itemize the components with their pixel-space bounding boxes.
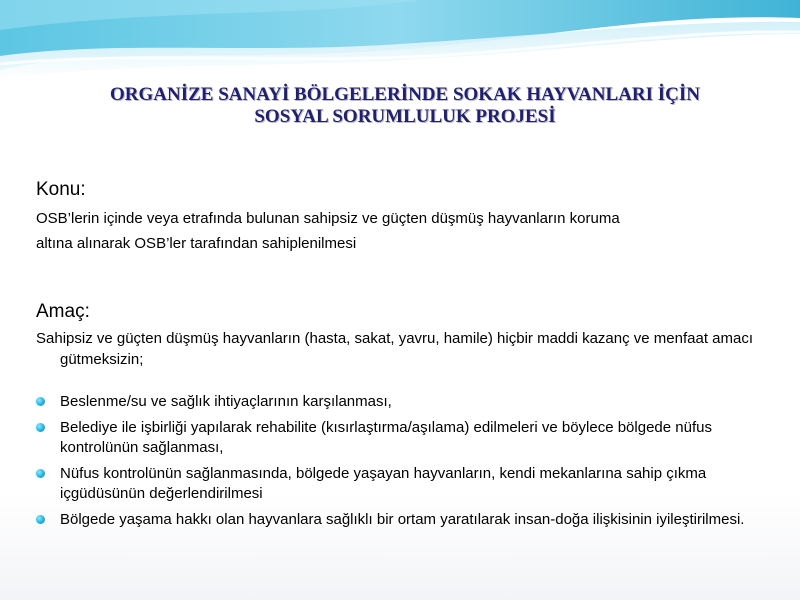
konu-line-1: OSB’lerin içinde veya etrafında bulunan sahipsiz ve güçten düşmüş hayvanların koruma: [36, 210, 620, 227]
konu-heading: Konu:: [36, 179, 86, 200]
spacer: [36, 278, 776, 300]
list-item-text: Nüfus kontrolünün sağlanmasında, bölgede yaşayan hayvanların, kendi mekanlarına sahip çıkma içgüdüsünün değerlendirilmesi: [60, 465, 707, 502]
title-line-1: ORGANİZE SANAYİ BÖLGELERİNDE SOKAK HAYVANLARI İÇİN: [109, 84, 701, 105]
bullet-icon: [36, 469, 45, 478]
goals-list: [36, 392, 776, 530]
list-item: [36, 418, 776, 458]
spacer: [36, 256, 776, 278]
amac-intro: Sahipsiz ve güçten düşmüş hayvanların (hasta, sakat, yavru, hamile) hiçbir maddi kazanç ve menfaat amacı gütmeksizin;: [36, 330, 754, 368]
list-item: [36, 464, 776, 504]
bullet-icon: [36, 423, 45, 432]
header-wave-decoration: [0, 0, 800, 90]
list-item-text: Beslenme/su ve sağlık ihtiyaçlarının karşılanması,: [60, 393, 392, 410]
list-item-text: Bölgede yaşama hakkı olan hayvanlara sağlıklı bir ortam yaratılarak insan-doğa ilişkisinin iyileştirilmesi.: [60, 511, 745, 528]
bullet-icon: [36, 397, 45, 406]
konu-line-2: altına alınarak OSB’ler tarafından sahiplenilmesi: [36, 235, 357, 252]
amac-heading: Amaç:: [36, 301, 90, 322]
page-title: [40, 84, 770, 128]
bullet-icon: [36, 515, 45, 524]
list-item: [36, 510, 776, 530]
list-item-text: Belediye ile işbirliği yapılarak rehabilite (kısırlaştırma/aşılama) edilmeleri ve böylece bölgede nüfus kontrolünün sağlanması,: [60, 419, 712, 456]
list-item: [36, 392, 776, 412]
title-line-2: SOSYAL SORUMLULUK PROJESİ: [254, 106, 556, 127]
slide-content: [36, 178, 776, 536]
